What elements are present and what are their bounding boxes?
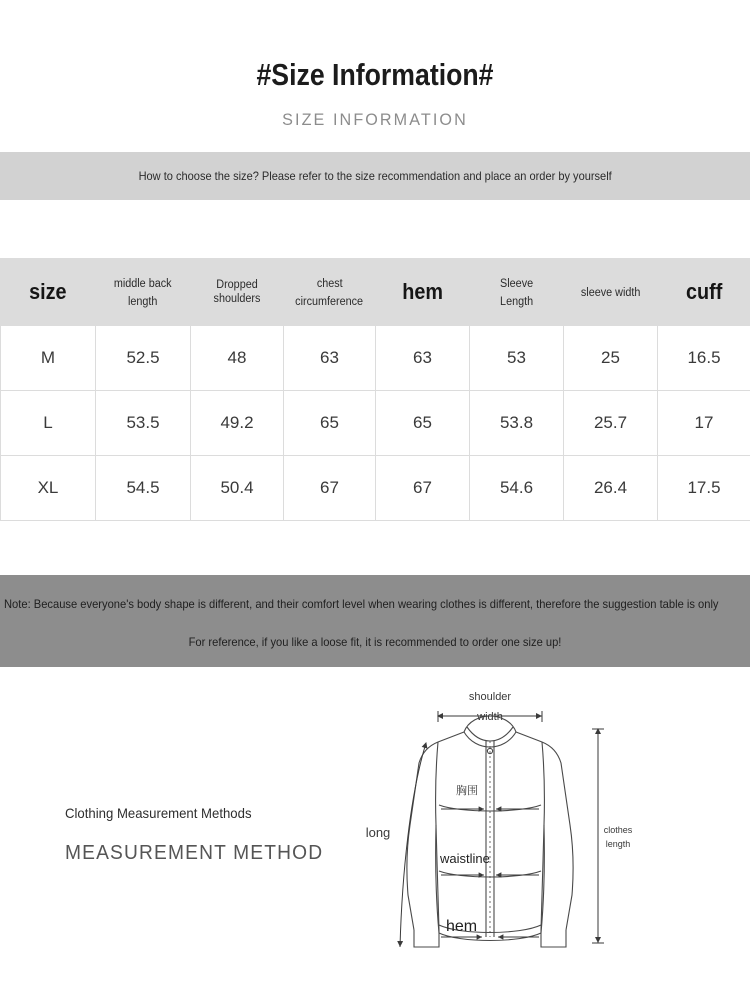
cell-chest-circumference — [284, 456, 376, 521]
cell-value: 25.7 — [593, 413, 628, 432]
page-subtitle: SIZE INFORMATION — [282, 110, 468, 129]
cell-value: 63 — [320, 348, 339, 367]
cell-value: 50.4 — [220, 478, 254, 497]
hem-label: hem — [446, 918, 478, 935]
cell-value: 65 — [320, 413, 339, 432]
column-header-sleeve-width — [564, 259, 658, 326]
cell-size — [1, 326, 96, 391]
clothes-length-label-line2: length — [605, 839, 631, 849]
column-header-dropped-shoulders-label: Dropped shoulders — [213, 278, 261, 305]
column-header-sleeve-length — [470, 259, 564, 326]
column-header-hem — [376, 259, 470, 326]
cell-value: 52.5 — [126, 348, 160, 367]
column-header-chest-circumference-line2: circumference — [295, 296, 364, 308]
column-header-size — [1, 259, 96, 326]
cell-value: 53 — [507, 348, 526, 367]
instruction-band — [0, 152, 750, 200]
cell-hem — [376, 391, 470, 456]
instruction-text: How to choose the size? Please refer to the size recommendation and place an order by yourself — [138, 169, 612, 183]
measurement-method-section — [0, 667, 750, 1000]
column-header-middle-back-length-line2: length — [128, 296, 158, 308]
cell-size — [1, 391, 96, 456]
cell-value: 53.8 — [499, 413, 534, 432]
size-table-body — [1, 326, 750, 521]
cell-dropped-shoulders — [191, 391, 284, 456]
measurement-method-title: MEASUREMENT METHOD — [65, 842, 324, 864]
cell-hem — [376, 326, 470, 391]
cell-value: XL — [37, 478, 59, 497]
jacket-outline — [407, 716, 573, 947]
cell-cuff — [658, 456, 750, 521]
note-text-line2: For reference, if you like a loose fit, it is recommended to order one size up! — [188, 635, 562, 649]
cell-value: 65 — [413, 413, 432, 432]
table-row — [1, 326, 750, 391]
cell-value: 48 — [227, 348, 247, 367]
cell-value: M — [40, 348, 56, 367]
cell-value: L — [43, 413, 53, 432]
sleeve-long-label: long — [365, 825, 391, 840]
cell-sleeve-width — [564, 326, 658, 391]
cell-cuff — [658, 391, 750, 456]
cell-middle-back-length — [96, 391, 191, 456]
clothes-length-dimension — [592, 729, 633, 943]
column-header-sleeve-length-line1: Sleeve — [499, 278, 534, 290]
column-header-middle-back-length — [96, 259, 191, 326]
cell-sleeve-width — [564, 456, 658, 521]
waistline-label: waistline — [440, 851, 490, 866]
shoulder-width-label-line1: shoulder — [468, 691, 512, 703]
chest-circumference-label: 胸围 — [456, 784, 478, 797]
cell-value: 54.5 — [126, 478, 160, 497]
column-header-cuff — [658, 259, 750, 326]
shoulder-width-label-line2: width — [477, 711, 503, 723]
measurement-method-label: Clothing Measurement Methods — [65, 805, 252, 821]
cell-dropped-shoulders — [191, 456, 284, 521]
cell-chest-circumference — [284, 391, 376, 456]
size-table-container — [0, 258, 750, 521]
cell-middle-back-length — [96, 326, 191, 391]
cell-value: 25 — [601, 348, 620, 367]
cell-sleeve-length — [470, 391, 564, 456]
column-header-dropped-shoulders — [191, 259, 284, 326]
cell-sleeve-length — [470, 326, 564, 391]
column-header-sleeve-width-label: sleeve width — [580, 287, 641, 299]
column-header-middle-back-length-line1: middle back — [114, 278, 172, 290]
header-block — [0, 0, 750, 152]
cell-chest-circumference — [284, 326, 376, 391]
cell-value: 49.2 — [220, 413, 254, 432]
cell-cuff — [658, 326, 750, 391]
cell-value: 67 — [413, 478, 432, 497]
cell-sleeve-width — [564, 391, 658, 456]
column-header-cuff-label: cuff — [685, 279, 723, 304]
clothes-length-label-line1: clothes — [603, 825, 633, 835]
column-header-chest-circumference — [284, 259, 376, 326]
cell-value: 26.4 — [593, 478, 628, 497]
page-title: #Size Information# — [256, 57, 494, 92]
cell-value: 67 — [320, 478, 339, 497]
cell-value: 54.6 — [499, 478, 534, 497]
size-table — [0, 258, 750, 521]
cell-value: 16.5 — [687, 348, 721, 367]
column-header-sleeve-length-line2: Length — [499, 296, 534, 308]
column-header-chest-circumference-line1: chest — [316, 278, 343, 290]
note-text-line1: Note: Because everyone's body shape is different, and their comfort level when wearing clothes is different, therefore the suggestion table is only — [4, 597, 719, 611]
waistline-dimension — [439, 851, 539, 875]
cell-value: 53.5 — [126, 413, 160, 432]
cell-hem — [376, 456, 470, 521]
size-table-header — [1, 259, 750, 326]
cell-dropped-shoulders — [191, 326, 284, 391]
cell-middle-back-length — [96, 456, 191, 521]
note-band — [0, 575, 750, 667]
table-header-row — [1, 259, 750, 326]
cell-value: 17 — [694, 413, 714, 432]
garment-measurement-diagram — [340, 685, 640, 965]
table-row — [1, 391, 750, 456]
table-row — [1, 456, 750, 521]
cell-value: 17.5 — [687, 478, 721, 497]
cell-sleeve-length — [470, 456, 564, 521]
shoulder-width-dimension — [438, 691, 542, 723]
cell-size — [1, 456, 96, 521]
cell-value: 63 — [413, 348, 432, 367]
column-header-hem-label: hem — [402, 279, 443, 304]
column-header-size-label: size — [29, 279, 67, 304]
